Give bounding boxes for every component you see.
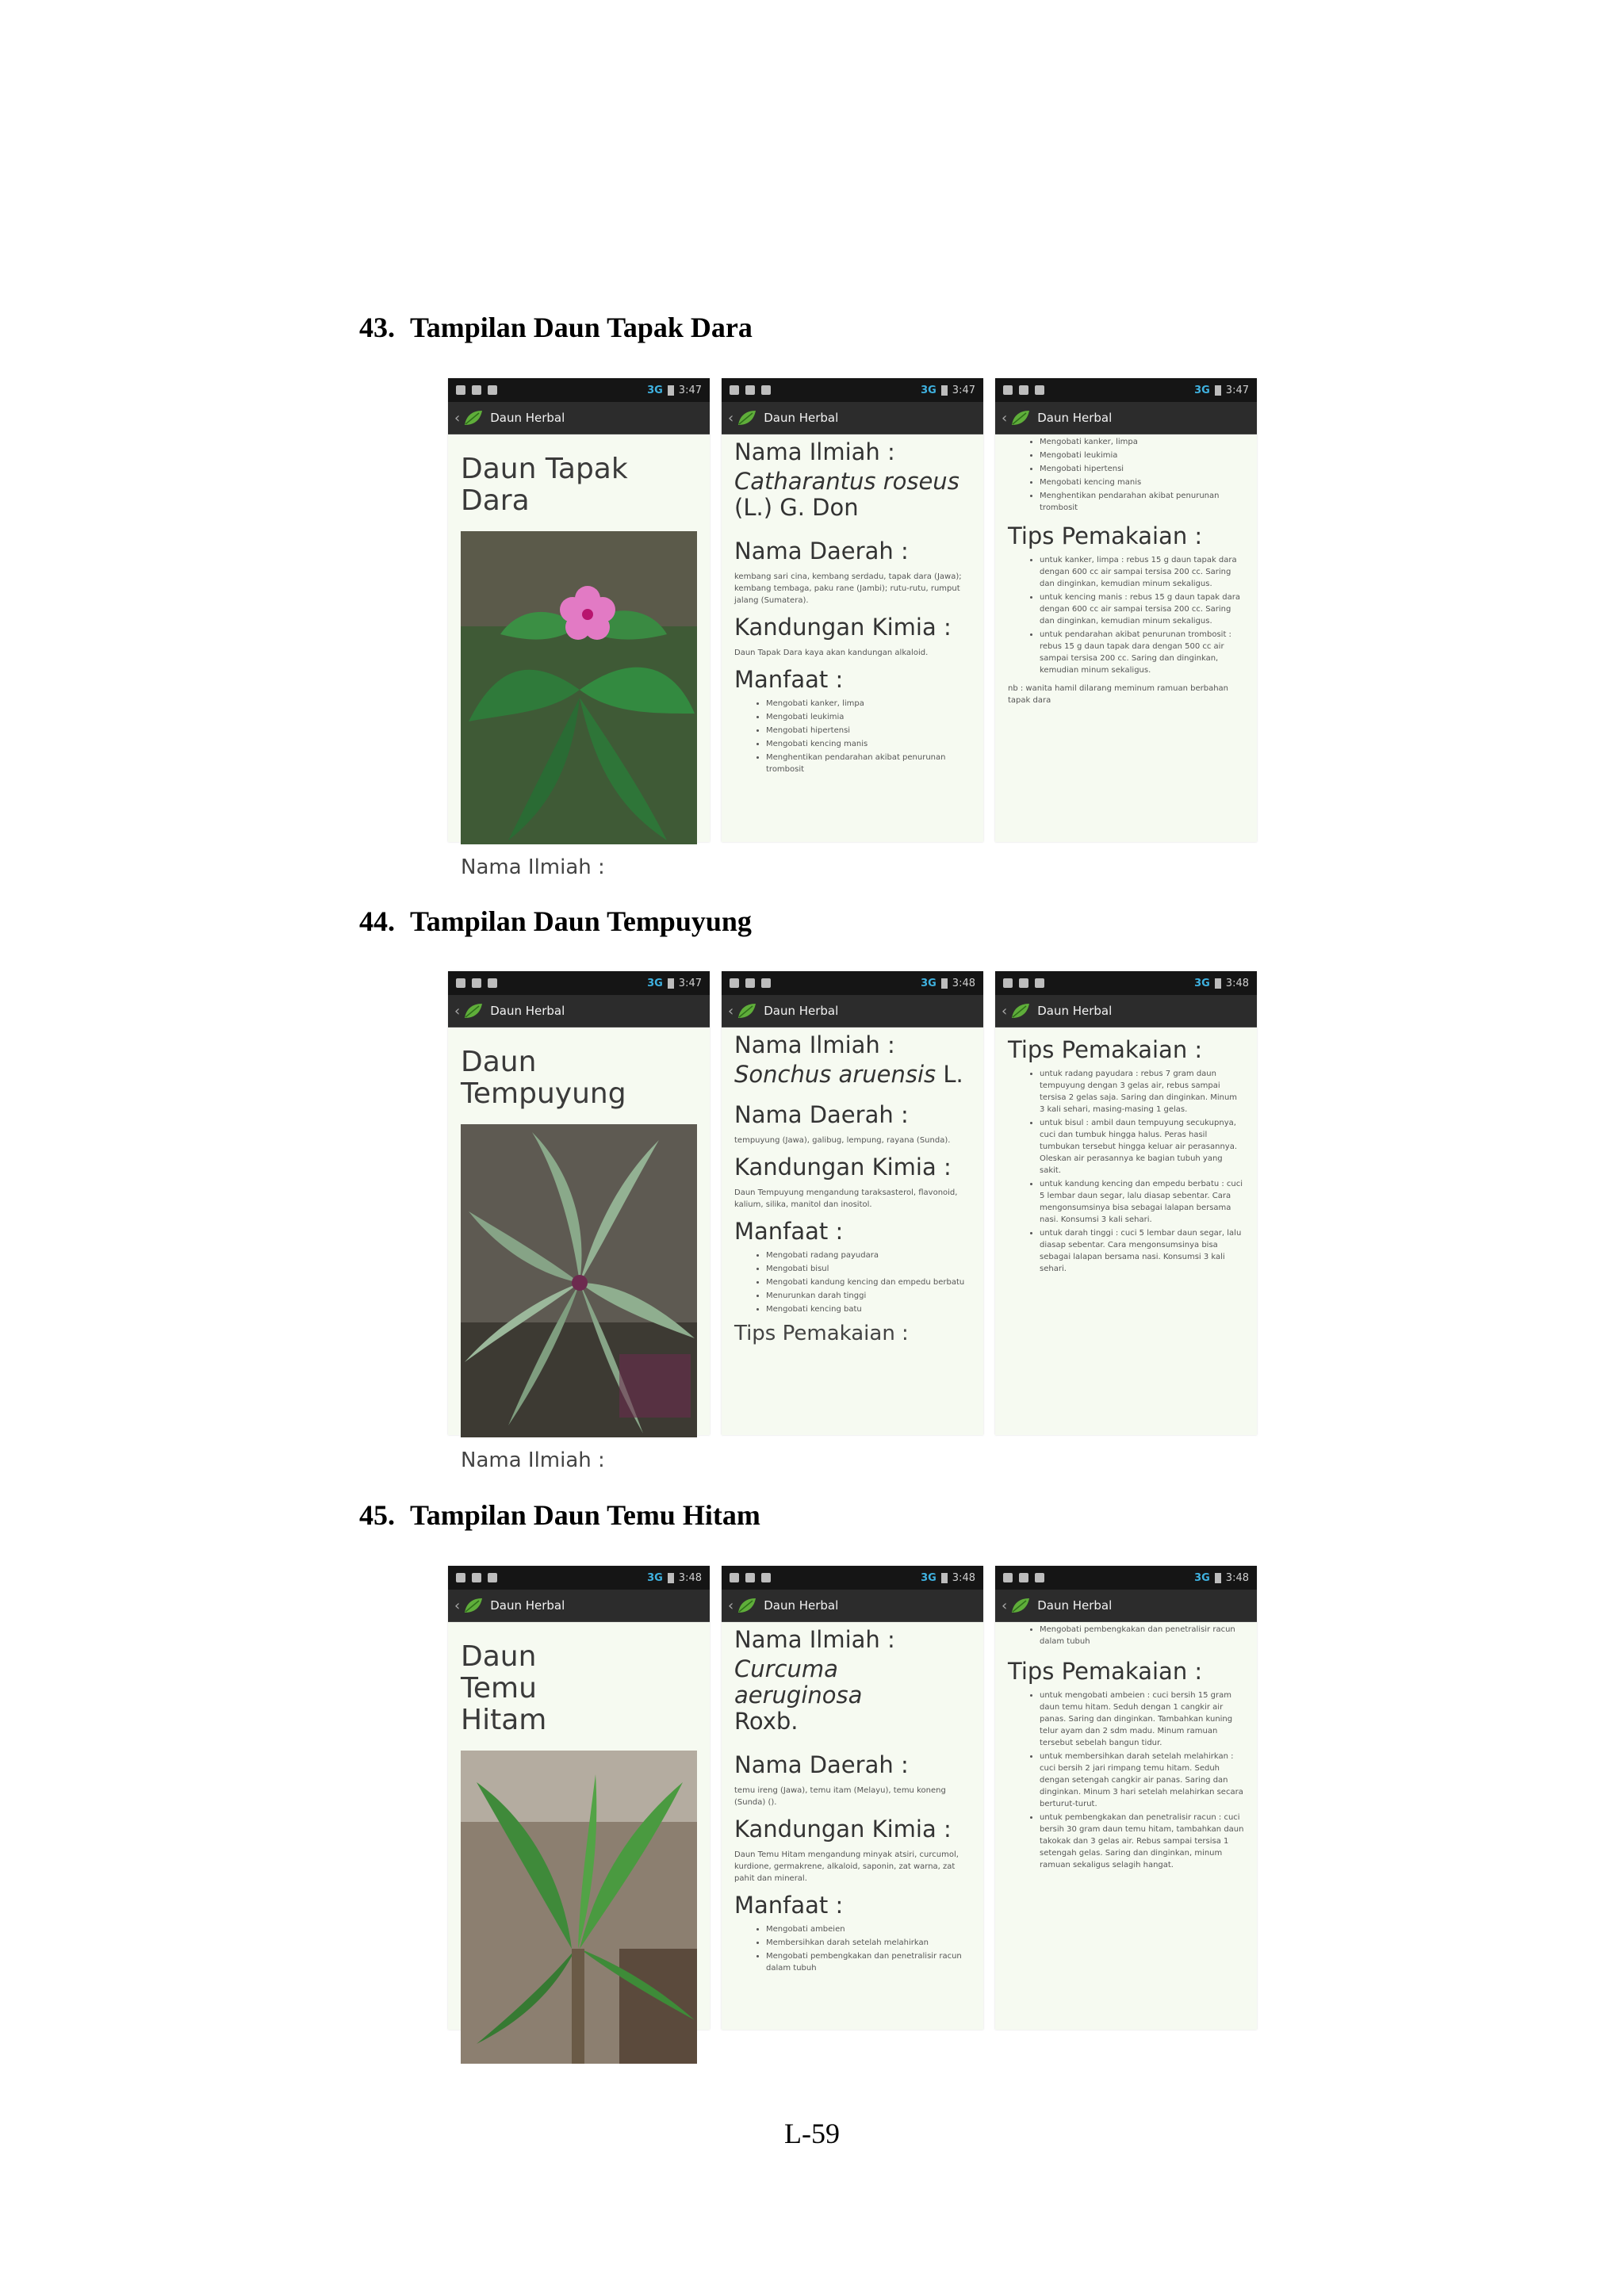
- manfaat-list: [734, 1249, 971, 1315]
- image-icon: [488, 385, 497, 395]
- battery-icon: [941, 385, 948, 396]
- scientific-name-italic: Sonchus aruensis: [734, 1061, 936, 1088]
- chevron-left-icon[interactable]: ‹: [454, 1597, 461, 1614]
- message-icon: [472, 385, 481, 395]
- app-bar[interactable]: [722, 1590, 983, 1622]
- list-item: • untuk kandung kencing dan empedu berbatu : cuci 5 lembar daun segar, lalu diasap sebentar. Cara mengonsumsinya bisa sebagai lalapan bersama nasi. Konsumsi 3 kali sehari.: [1040, 1178, 1244, 1226]
- kandungan-kimia-text: Daun Temu Hitam mengandung minyak atsiri, curcumol, kurdione, germakrene, alkaloid, saponin, zat warna, zat pahit dan mineral.: [734, 1850, 959, 1883]
- message-icon: [745, 978, 755, 988]
- section-number: 43.: [359, 312, 395, 343]
- plant-title: Daun Temu Hitam: [461, 1640, 547, 1736]
- message-icon: [1019, 978, 1028, 988]
- status-bar: [995, 971, 1257, 995]
- nama-daerah-text: kembang sari cina, kembang serdadu, tapak dara (Jawa); kembang tembaga, paku rane (Jambi); rutu-rutu, rumput jalang (Sumatera).: [734, 572, 962, 605]
- section-title-text: Tampilan Daun Temu Hitam: [410, 1499, 760, 1531]
- section-number: 44.: [359, 905, 395, 937]
- clock: 3:48: [678, 1571, 702, 1584]
- app-title: Daun Herbal: [490, 1004, 565, 1018]
- app-bar[interactable]: [995, 1590, 1257, 1622]
- clock: 3:47: [678, 977, 702, 989]
- manfaat-heading: Manfaat :: [734, 1218, 844, 1245]
- phone-screen-1: [448, 378, 710, 879]
- list-item: • Mengobati leukimia: [1040, 450, 1244, 461]
- list-item: • Menghentikan pendarahan akibat penurunan trombosit: [766, 752, 971, 775]
- list-item: • untuk darah tinggi : cuci 5 lembar daun segar, lalu diasap sebentar. Cara mengonsumsinya bisa sebagai lalapan bersama nasi. Konsumsi 3 kali sehari.: [1040, 1227, 1244, 1275]
- battery-icon: [941, 978, 948, 989]
- status-bar: [995, 378, 1257, 402]
- manfaat-list: [1008, 1624, 1244, 1647]
- list-item: • Mengobati kencing batu: [766, 1303, 971, 1315]
- list-item: • untuk kanker, limpa : rebus 15 g daun tapak dara dengan 600 cc air sampai tersisa 200 cc. Saring dan dinginkan, kemudian minum sekaligus.: [1040, 554, 1244, 590]
- status-bar: [448, 971, 710, 995]
- message-icon: [472, 978, 481, 988]
- network-indicator: 3G: [647, 384, 663, 396]
- list-item: • Membersihkan darah setelah melahirkan: [766, 1937, 971, 1949]
- leaf-icon: [1010, 1597, 1031, 1614]
- list-item: • Menghentikan pendarahan akibat penurunan trombosit: [1040, 490, 1244, 514]
- section-title-text: Tampilan Daun Tempuyung: [410, 905, 752, 937]
- usb-icon: [730, 385, 739, 395]
- section-heading-cut: Nama Ilmiah :: [461, 855, 605, 879]
- leaf-icon: [1010, 1002, 1031, 1020]
- clock: 3:48: [1225, 1571, 1249, 1584]
- list-item: • untuk pembengkakan dan penetralisir racun : cuci bersih 30 gram daun temu hitam, tambahkan daun takokak dan 3 gelas air. Rebus sampai tersisa 1 setengah gelas. Saring dan dinginkan, minum ramuan sekaligus selagih hangat.: [1040, 1812, 1244, 1871]
- plant-title: Daun Tempuyung: [461, 1046, 626, 1110]
- chevron-left-icon[interactable]: ‹: [1002, 409, 1008, 427]
- manfaat-list: [1008, 436, 1244, 514]
- phone-screen-1: [448, 971, 710, 1472]
- battery-icon: [668, 1573, 674, 1583]
- manfaat-heading: Manfaat :: [734, 1892, 844, 1919]
- chevron-left-icon[interactable]: ‹: [1002, 1002, 1008, 1020]
- clock: 3:48: [952, 1571, 975, 1584]
- section-heading-cut: Nama Ilmiah :: [461, 1448, 605, 1472]
- image-icon: [1035, 1573, 1044, 1582]
- kandungan-kimia-heading: Kandungan Kimia :: [734, 1154, 952, 1181]
- list-item: • untuk kencing manis : rebus 15 g daun tapak dara dengan 600 cc air sampai tersisa 200 cc. Saring dan dinginkan, kemudian minum sekaligus.: [1040, 591, 1244, 627]
- phone-screen-3: [995, 971, 1257, 1435]
- usb-icon: [730, 978, 739, 988]
- plant-photo: [461, 1751, 697, 2064]
- network-indicator: 3G: [1194, 384, 1210, 396]
- network-indicator: 3G: [921, 1571, 936, 1584]
- chevron-left-icon[interactable]: ‹: [728, 1597, 734, 1614]
- chevron-left-icon[interactable]: ‹: [728, 409, 734, 427]
- nama-ilmiah-heading: Nama Ilmiah :: [734, 1626, 895, 1653]
- app-title: Daun Herbal: [1037, 1004, 1113, 1018]
- manfaat-heading: Manfaat :: [734, 666, 844, 693]
- image-icon: [488, 978, 497, 988]
- image-icon: [488, 1573, 497, 1582]
- scientific-name: [734, 469, 971, 521]
- list-item: • Mengobati bisul: [766, 1263, 971, 1275]
- app-bar[interactable]: [995, 402, 1257, 434]
- usb-icon: [456, 1573, 465, 1582]
- app-title: Daun Herbal: [490, 1598, 565, 1613]
- image-icon: [761, 1573, 771, 1582]
- tips-list: [1008, 1068, 1244, 1275]
- leaf-icon: [463, 409, 484, 427]
- app-bar[interactable]: [995, 995, 1257, 1027]
- chevron-left-icon[interactable]: ‹: [454, 1002, 461, 1020]
- list-item: • Mengobati kanker, limpa: [766, 698, 971, 710]
- usb-icon: [1003, 978, 1013, 988]
- plant-photo: [461, 1124, 697, 1437]
- list-item: • Mengobati kencing manis: [766, 738, 971, 750]
- list-item: • untuk radang payudara : rebus 7 gram daun tempuyung dengan 3 gelas air, rebus sampai tersisa 2 gelas saja. Saring dan dinginkan. Minum 3 kali sehari, masing-masing 1 gelas.: [1040, 1068, 1244, 1115]
- message-icon: [472, 1573, 481, 1582]
- chevron-left-icon[interactable]: ‹: [454, 409, 461, 427]
- app-bar[interactable]: [448, 402, 710, 434]
- battery-icon: [941, 1573, 948, 1583]
- network-indicator: 3G: [921, 977, 936, 989]
- list-item: • Mengobati hipertensi: [766, 725, 971, 737]
- leaf-icon: [463, 1002, 484, 1020]
- section-heading-cut: Tips Pemakaian :: [734, 1322, 909, 1345]
- message-icon: [1019, 1573, 1028, 1582]
- clock: 3:48: [1225, 977, 1249, 989]
- list-item: • Menurunkan darah tinggi: [766, 1290, 971, 1302]
- status-bar: [722, 378, 983, 402]
- image-icon: [761, 978, 771, 988]
- status-bar: [722, 1566, 983, 1590]
- image-icon: [761, 385, 771, 395]
- manfaat-list: [734, 1923, 971, 1974]
- leaf-icon: [737, 409, 757, 427]
- chevron-left-icon[interactable]: ‹: [728, 1002, 734, 1020]
- list-item: • untuk mengobati ambeien : cuci bersih 15 gram daun temu hitam. Seduh dengan 1 cangkir air panas. Saring dan dinginkan. Tambahkan kuning telur ayam dan 2 sdm madu. Minum ramuan tersebut sebelah bangun tidur.: [1040, 1689, 1244, 1749]
- app-title: Daun Herbal: [764, 1004, 839, 1018]
- chevron-left-icon[interactable]: ‹: [1002, 1597, 1008, 1614]
- status-bar: [448, 378, 710, 402]
- app-title: Daun Herbal: [1037, 411, 1113, 425]
- manfaat-list: [734, 698, 971, 775]
- list-item: • Mengobati leukimia: [766, 711, 971, 723]
- scientific-name-italic: Curcuma aeruginosa: [734, 1655, 863, 1709]
- list-item: • untuk bisul : ambil daun tempuyung secukupnya, cuci dan tumbuk hingga halus. Peras hasil tumbukan tersebut hingga keluar air perasannya. Oleskan air perasannya ke bagian tubuh yang sakit.: [1040, 1117, 1244, 1177]
- app-title: Daun Herbal: [1037, 1598, 1113, 1613]
- tips-heading: Tips Pemakaian :: [1008, 1036, 1203, 1063]
- usb-icon: [456, 385, 465, 395]
- list-item: • Mengobati kencing manis: [1040, 476, 1244, 488]
- phone-screen-2: [722, 378, 983, 842]
- app-title: Daun Herbal: [764, 1598, 839, 1613]
- scientific-name-author: Roxb.: [734, 1708, 799, 1735]
- clock: 3:47: [1225, 384, 1249, 396]
- phone-screen-2: [722, 971, 983, 1435]
- app-bar[interactable]: [448, 1590, 710, 1622]
- phone-screen-3: [995, 378, 1257, 842]
- section-title-text: Tampilan Daun Tapak Dara: [410, 312, 753, 343]
- nama-daerah-heading: Nama Daerah :: [734, 1101, 909, 1128]
- network-indicator: 3G: [921, 384, 936, 396]
- section-title: [359, 311, 753, 344]
- warning-note: nb : wanita hamil dilarang meminum ramuan berbahan tapak dara: [1008, 684, 1229, 705]
- network-indicator: 3G: [1194, 1571, 1210, 1584]
- message-icon: [1019, 385, 1028, 395]
- phone-screen-1: [448, 1566, 710, 2030]
- nama-daerah-heading: Nama Daerah :: [734, 1751, 909, 1778]
- scientific-name-italic: Catharantus roseus: [734, 468, 959, 495]
- list-item: • Mengobati kandung kencing dan empedu berbatu: [766, 1276, 971, 1288]
- clock: 3:47: [952, 384, 975, 396]
- network-indicator: 3G: [1194, 977, 1210, 989]
- list-item: • Mengobati pembengkakan dan penetralisir racun dalam tubuh: [1040, 1624, 1244, 1647]
- app-title: Daun Herbal: [764, 411, 839, 425]
- app-bar[interactable]: [722, 995, 983, 1027]
- battery-icon: [1215, 978, 1221, 989]
- clock: 3:48: [952, 977, 975, 989]
- plant-title: Daun Tapak Dara: [461, 453, 628, 517]
- kandungan-kimia-text: Daun Tempuyung mengandung taraksasterol, flavonoid, kalium, silika, manitol dan inositol.: [734, 1188, 958, 1209]
- leaf-icon: [463, 1597, 484, 1614]
- section-title: [359, 1498, 760, 1532]
- kandungan-kimia-text: Daun Tapak Dara kaya akan kandungan alkaloid.: [734, 649, 929, 657]
- message-icon: [745, 1573, 755, 1582]
- tips-heading: Tips Pemakaian :: [1008, 522, 1203, 549]
- nama-ilmiah-heading: Nama Ilmiah :: [734, 438, 895, 465]
- battery-icon: [668, 385, 674, 396]
- clock: 3:47: [678, 384, 702, 396]
- phone-screen-2: [722, 1566, 983, 2030]
- app-title: Daun Herbal: [490, 411, 565, 425]
- tips-list: [1008, 1689, 1244, 1871]
- list-item: • untuk membersihkan darah setelah melahirkan : cuci bersih 2 jari rimpang temu hitam. Seduh dengan setengah cangkir air panas. Saring dan dinginkan. Minum 3 hari setelah melahirkan secara berturut-turut.: [1040, 1751, 1244, 1810]
- usb-icon: [456, 978, 465, 988]
- app-bar[interactable]: [722, 402, 983, 434]
- scientific-name-author: L.: [943, 1061, 963, 1088]
- usb-icon: [730, 1573, 739, 1582]
- usb-icon: [1003, 1573, 1013, 1582]
- kandungan-kimia-heading: Kandungan Kimia :: [734, 1816, 952, 1843]
- status-bar: [448, 1566, 710, 1590]
- network-indicator: 3G: [647, 1571, 663, 1584]
- nama-daerah-text: temu ireng (Jawa), temu itam (Melayu), temu koneng (Sunda) ().: [734, 1786, 946, 1807]
- list-item: • Mengobati radang payudara: [766, 1249, 971, 1261]
- kandungan-kimia-heading: Kandungan Kimia :: [734, 614, 952, 641]
- phone-screen-3: [995, 1566, 1257, 2030]
- network-indicator: 3G: [647, 977, 663, 989]
- battery-icon: [1215, 1573, 1221, 1583]
- list-item: • untuk pendarahan akibat penurunan trombosit : rebus 15 g daun tapak dara dengan 500 cc air sampai tersisa 200 cc. Saring dan dinginkan, kemudian minum sekaligus.: [1040, 629, 1244, 676]
- image-icon: [1035, 978, 1044, 988]
- battery-icon: [668, 978, 674, 989]
- plant-photo: [461, 531, 697, 844]
- scientific-name-author: (L.) G. Don: [734, 494, 859, 521]
- message-icon: [745, 385, 755, 395]
- leaf-icon: [737, 1002, 757, 1020]
- nama-ilmiah-heading: Nama Ilmiah :: [734, 1031, 895, 1058]
- image-icon: [1035, 385, 1044, 395]
- list-item: • Mengobati hipertensi: [1040, 463, 1244, 475]
- leaf-icon: [1010, 409, 1031, 427]
- tips-list: [1008, 554, 1244, 676]
- list-item: • Mengobati ambeien: [766, 1923, 971, 1935]
- status-bar: [995, 1566, 1257, 1590]
- list-item: • Mengobati pembengkakan dan penetralisir racun dalam tubuh: [766, 1950, 971, 1974]
- section-title: [359, 905, 752, 938]
- section-number: 45.: [359, 1499, 395, 1531]
- nama-daerah-heading: Nama Daerah :: [734, 538, 909, 564]
- usb-icon: [1003, 385, 1013, 395]
- leaf-icon: [737, 1597, 757, 1614]
- list-item: • Mengobati kanker, limpa: [1040, 436, 1244, 448]
- page-number: L-59: [784, 2118, 840, 2149]
- app-bar[interactable]: [448, 995, 710, 1027]
- battery-icon: [1215, 385, 1221, 396]
- scientific-name: [734, 1656, 971, 1735]
- nama-daerah-text: tempuyung (Jawa), galibug, lempung, rayana (Sunda).: [734, 1136, 951, 1145]
- scientific-name: [734, 1062, 971, 1088]
- tips-heading: Tips Pemakaian :: [1008, 1658, 1203, 1685]
- status-bar: [722, 971, 983, 995]
